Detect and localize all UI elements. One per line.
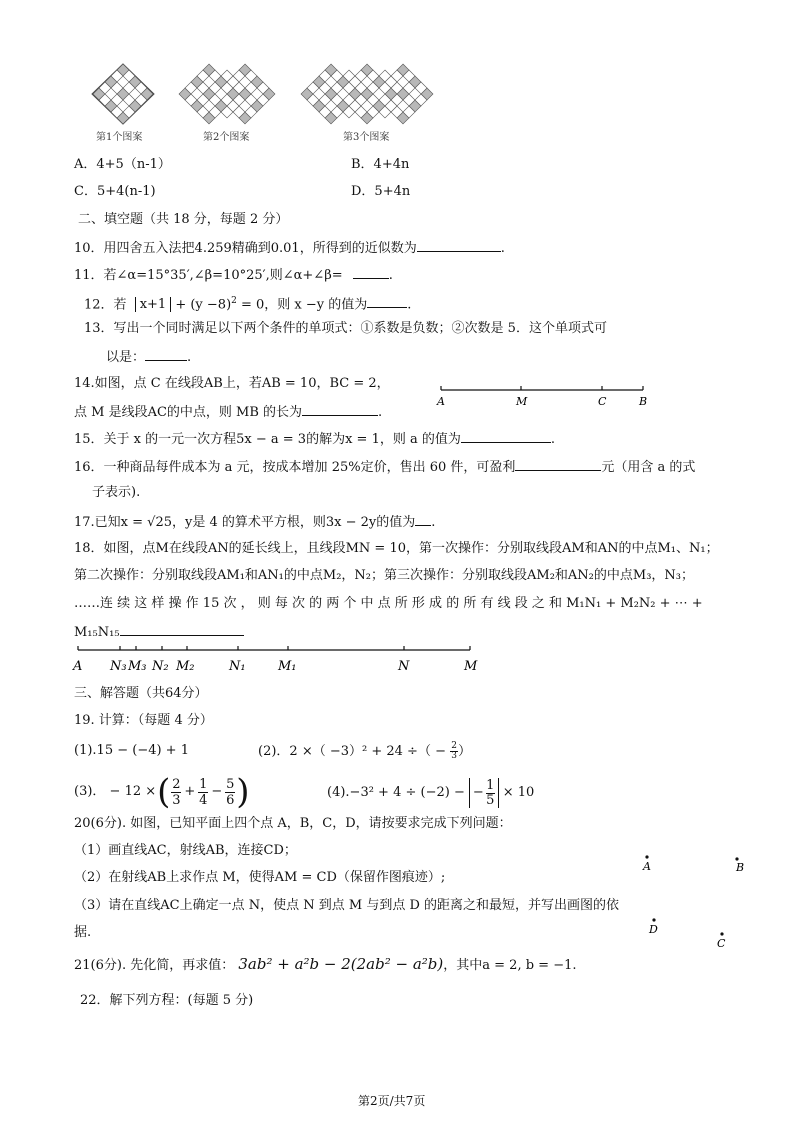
q21 (74, 955, 576, 975)
q19-2-end: ） (458, 744, 472, 759)
q20-point-b: B (736, 861, 745, 874)
q19-2-denominator: 3 (451, 751, 457, 761)
q20-part1: （1）画直线AC，射线AB，连接CD； (74, 843, 297, 858)
q18-label-m3: M₃ (128, 659, 147, 674)
q12-abs-value: x+1 (135, 297, 172, 312)
q19-4-end: × 10 (502, 785, 535, 800)
q10 (74, 238, 505, 258)
q12-mid: + (y −8) (175, 297, 232, 313)
q16-line1-tail: 元（用含 a 的式 (601, 460, 696, 475)
q14-label-c: C (598, 395, 607, 408)
q13-line1: 13．写出一个同时满足以下两个条件的单项式：①系数是负数；②次数是 5．这个单项式可 (84, 321, 607, 336)
q11-answer-blank (353, 265, 389, 279)
q20-part3-line1: （3）请在直线AC上确定一点 N，使点 N 到点 M 与到点 D 的距离之和最短，并写出画图的依 (74, 898, 620, 913)
q14-label-a: A (437, 395, 445, 408)
q17-answer-blank (415, 512, 431, 526)
q20-point-c: C (717, 937, 726, 950)
q20-points-figure (640, 850, 750, 950)
q14-end: . (378, 405, 383, 420)
q19-3-minus: − (211, 784, 223, 799)
q19-4-abs-value: − 1 5 (469, 778, 499, 808)
q18-label-m: M (464, 659, 478, 674)
q19-3-left-paren: ( (157, 772, 171, 812)
q18-line4 (74, 622, 244, 642)
q17-end: . (431, 515, 436, 530)
q18-line1: 18．如图，点M在线段AN的延长线上，且线段MN = 10，第一次操作：分别取线段AM和AN的中点M₁、N₁； (74, 541, 719, 556)
section3-title: 三、解答题（共64分） (74, 686, 208, 701)
section2-title: 二、填空题（共 18 分，每题 2 分） (78, 212, 289, 227)
q18-label-m1: M₁ (278, 659, 297, 674)
q9-option-a: A．4+5（n-1） (74, 157, 171, 172)
q19-2-numerator: 2 (451, 741, 457, 751)
q20-title: 20(6分). 如图，已知平面上四个点 A，B，C，D，请按要求完成下列问题： (74, 816, 512, 831)
q18-line2: 第二次操作：分别取线段AM₁和AN₁的中点M₂，N₂；第三次操作：分别取线段AM₂和AN₂的中点M₃，N₃； (74, 568, 694, 583)
q12-prefix: 12．若 (84, 297, 127, 313)
q10-answer-blank (417, 238, 501, 252)
q14-line2-text: 点 M 是线段AC的中点，则 MB 的长为 (74, 405, 303, 420)
q22: 22．解下列方程：(每题 5 分) (80, 993, 254, 1008)
q9-option-c: C．5+4(n-1) (74, 184, 156, 199)
pattern-3 (301, 64, 433, 124)
q12-end: . (407, 297, 412, 313)
q15-answer-blank (461, 429, 551, 443)
page-footer: 第2页/共7页 (358, 1094, 426, 1108)
q12-sup: 2 (231, 296, 237, 306)
q17 (74, 512, 435, 532)
pattern-1-caption: 第1个图案 (96, 132, 143, 143)
q20-point-a: A (643, 860, 651, 873)
q18-label-n3: N₃ (110, 659, 127, 674)
q14-segment-figure (432, 382, 652, 410)
q14-line2 (74, 402, 382, 422)
q14-label-b: B (639, 395, 648, 408)
q15 (74, 429, 555, 449)
q10-end: . (500, 241, 505, 256)
q21-post: ，其中a = 2, b = −1. (443, 958, 577, 973)
q19-3-fraction-2: 1 4 (199, 776, 208, 808)
q19-3-fraction-1: 2 3 (172, 776, 181, 808)
q16-line2: 子表示). (92, 485, 141, 500)
q20-part3-line2: 据. (74, 925, 92, 940)
q9-option-d: D．5+4n (351, 184, 411, 199)
q11 (74, 265, 393, 285)
q16-line1 (74, 457, 695, 477)
q19-4-fraction: 1 5 (486, 777, 495, 808)
q15-end: . (550, 432, 555, 447)
q18-line3: ……连 续 这 样 操 作 15 次 ， 则 每 次 的 两 个 中 点 所 形 成 的 所 有 线 段 之 和 M₁N₁ + M₂N₂ + ⋯ + (74, 596, 703, 611)
q19-4-prefix: (4).−3² + 4 ÷ (−2) − (327, 785, 465, 800)
q13-line2-text: 以是： (106, 350, 146, 365)
q18-label-a: A (73, 659, 83, 674)
q19-3-fraction-3: 5 6 (226, 776, 235, 808)
q19-1: (1).15 − (−4) + 1 (74, 743, 189, 758)
q19-2-text: (2)．2 ×（ −3）² + 24 ÷（ − (258, 744, 446, 759)
tile-patterns-figure (88, 60, 448, 128)
q20-point-d: D (649, 923, 658, 936)
q16-line1-text: 16．一种商品每件成本为 a 元，按成本增加 25%定价，售出 60 件，可盈利 (74, 460, 516, 475)
pattern-3-caption: 第3个图案 (343, 132, 390, 143)
q18-label-n: N (398, 659, 410, 674)
q19-2-fraction (450, 742, 458, 761)
q10-text: 10．用四舍五入法把4.259精确到0.01，所得到的近似数为 (74, 241, 417, 256)
pattern-1 (92, 64, 154, 124)
q12-answer-blank (367, 294, 407, 308)
q13-line2 (106, 347, 191, 367)
q13-answer-blank (145, 347, 187, 361)
q16-answer-blank (515, 457, 601, 471)
q17-text: 17.已知x = √25，y是 4 的算术平方根，则3x − 2y的值为 (74, 515, 416, 530)
q15-text: 15．关于 x 的一元一次方程5x − a = 3的解为x = 1，则 a 的值为 (74, 432, 461, 447)
q18-label-n2: N₂ (152, 659, 169, 674)
q14-label-m: M (516, 395, 528, 408)
q13-end: . (187, 350, 192, 365)
q19-title: 19. 计算：（每题 4 分） (74, 713, 213, 728)
pattern-2-caption: 第2个图案 (203, 132, 250, 143)
q11-text: 11．若∠α=15°35′,∠β=10°25′,则∠α+∠β= (74, 268, 343, 283)
q19-3-plus: + (184, 784, 196, 799)
q18-label-n1: N₁ (229, 659, 246, 674)
q18-label-m2: M₂ (176, 659, 195, 674)
q18-segment-figure (70, 642, 490, 678)
q14-answer-blank (302, 402, 378, 416)
q19-4 (327, 778, 534, 808)
q12 (84, 292, 411, 314)
q18-answer-blank (120, 622, 244, 636)
pattern-2 (179, 64, 275, 124)
q18-line4-text: M₁₅N₁₅ (74, 625, 120, 640)
q14-line1: 14.如图，点 C 在线段AB上，若AB = 10，BC = 2， (74, 376, 390, 391)
q19-2 (258, 742, 471, 761)
q19-3-right-paren: ) (236, 772, 250, 812)
q21-expression: 3ab² + a²b − 2(2ab² − a²b) (238, 955, 444, 973)
q12-post: = 0，则 x −y 的值为 (236, 297, 368, 313)
q11-end: . (388, 268, 393, 283)
q19-3-prefix: (3)． − 12 × (74, 784, 157, 799)
q9-option-b: B．4+4n (351, 157, 410, 172)
q21-prefix: 21(6分). 先化简，再求值： (74, 958, 235, 973)
q20-part2: （2）在射线AB上求作点 M，使得AM = CD（保留作图痕迹）; (74, 870, 446, 885)
q19-3 (74, 772, 250, 812)
